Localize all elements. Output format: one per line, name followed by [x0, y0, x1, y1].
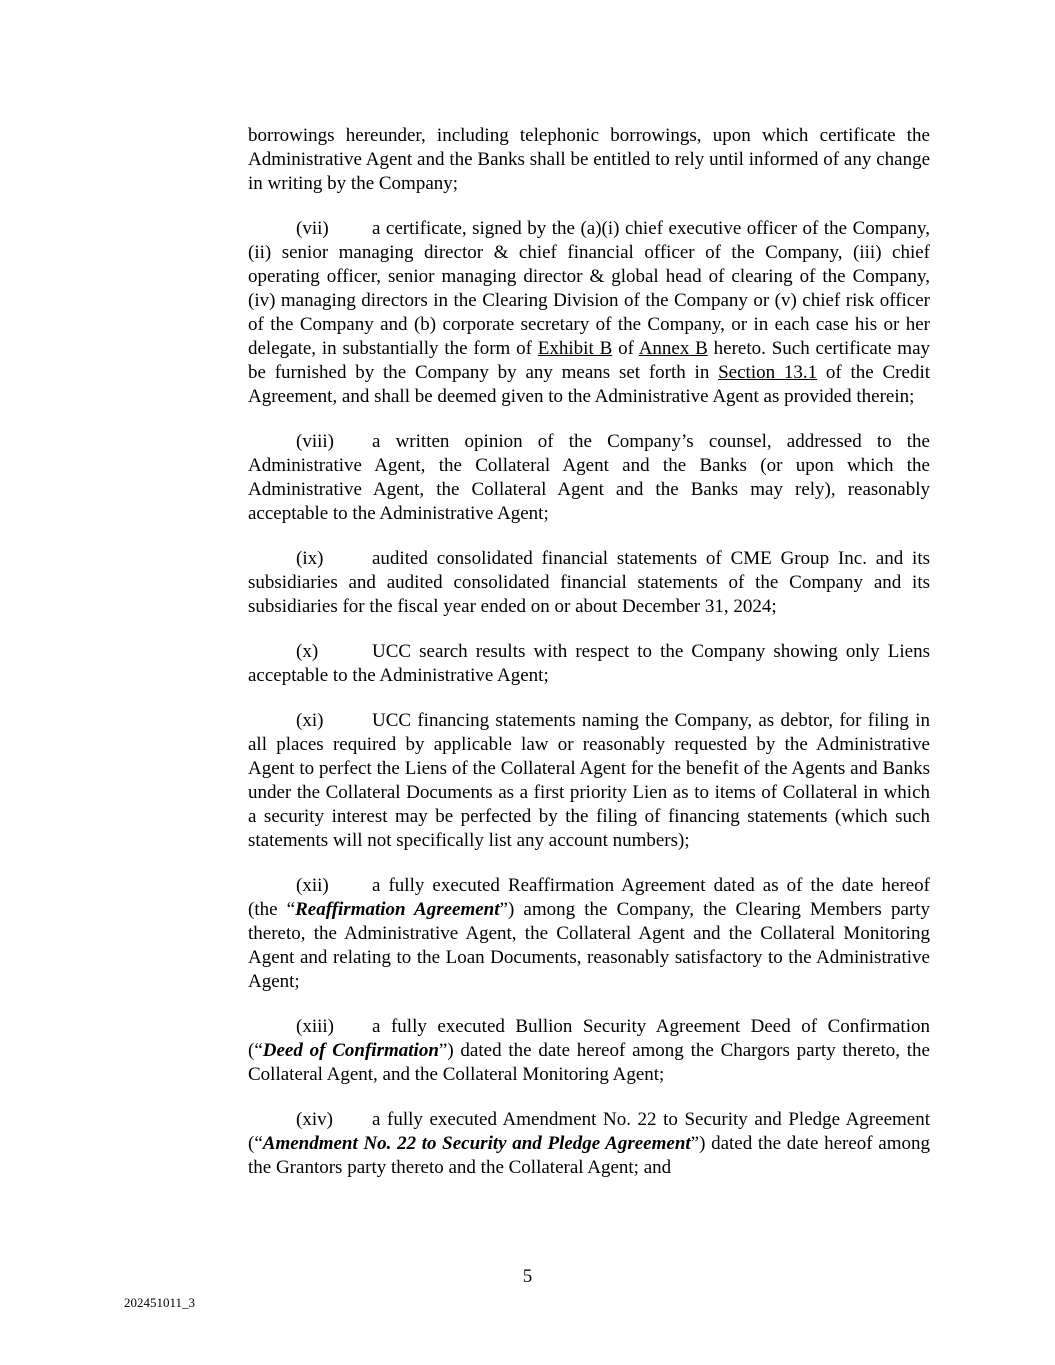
- item-number: (xiv): [296, 1109, 333, 1130]
- item-number: (xi): [296, 710, 324, 731]
- document-id: 202451011_3: [124, 1295, 196, 1310]
- item-number: (x): [296, 641, 319, 662]
- list-item-xii: (xii) a fully executed Reaffirmation Agreement dated as of the date hereof (the “Reaffirmation Agreement”) among the Company, the Clearing Members party thereto, the Administrative Agent, the Collateral Agent and the Collateral Monitoring Agent and relating to the Loan Documents, reasonably satisfactory to the Administrative Agent;: [248, 875, 930, 992]
- annex-b-reference: Annex B: [638, 338, 708, 359]
- list-item-xi: (xi) UCC financing statements naming the Company, as debtor, for filing in all places required by applicable law or reasonably requested by the Administrative Agent to perfect the Liens of the Collateral Agent for the benefit of the Agents and Banks under the Collateral Documents as a first priority Lien as to items of Collateral in which a security interest may be perfected by the filing of financing statements (which such statements will not specifically list any account numbers);: [248, 710, 930, 851]
- list-item-vii: (vii) a certificate, signed by the (a)(i) chief executive officer of the Company, (ii) senior managing director & chief financial officer of the Company, (iii) chief operating officer, senior managing director & global head of clearing of the Company, (iv) managing directors in the Clearing Division of the Company or (v) chief risk officer of the Company and (b) corporate secretary of the Company, or in each case his or her delegate, in substantially the form of Exhibit B of Annex B hereto. Such certificate may be furnished by the Company by any means set forth in Section 13.1 of the Credit Agreement, and shall be deemed given to the Administrative Agent as provided therein;: [248, 218, 931, 407]
- item-number: (viii): [296, 431, 334, 452]
- section-reference: Section 13.1: [718, 362, 818, 383]
- item-number: (ix): [296, 548, 324, 569]
- item-number: (xiii): [296, 1016, 334, 1037]
- list-item-x: (x) UCC search results with respect to the Company showing only Liens acceptable to the Administrative Agent;: [248, 641, 930, 686]
- list-item-ix: (ix) audited consolidated financial statements of CME Group Inc. and its subsidiaries and audited consolidated financial statements of the Company and its subsidiaries for the fiscal year ended on or about December 31, 2024;: [248, 548, 930, 617]
- item-number: (vii): [296, 218, 329, 239]
- defined-term: Reaffirmation Agreement: [295, 899, 500, 920]
- defined-term: Amendment No. 22 to Security and Pledge Agreement: [262, 1133, 691, 1154]
- list-item-xiii: (xiii) a fully executed Bullion Security Agreement Deed of Confirmation (“Deed of Confirmation”) dated the date hereof among the Chargors party thereto, the Collateral Agent, and the Collateral Monitoring Agent;: [248, 1016, 930, 1085]
- document-body: [248, 124, 930, 1201]
- defined-term: Deed of Confirmation: [262, 1040, 439, 1061]
- exhibit-b-reference: Exhibit B: [537, 338, 613, 359]
- list-item-xiv: (xiv) a fully executed Amendment No. 22 to Security and Pledge Agreement (“Amendment No. 22 to Security and Pledge Agreement”) dated the date hereof among the Grantors party thereto and the Collateral Agent; and: [248, 1109, 930, 1178]
- page-number: 5: [522, 1266, 533, 1287]
- item-number: (xii): [296, 875, 329, 896]
- continued-paragraph: borrowings hereunder, including telephonic borrowings, upon which certificate the Administrative Agent and the Banks shall be entitled to rely until informed of any change in writing by the Company;: [248, 125, 930, 194]
- list-item-viii: (viii) a written opinion of the Company’s counsel, addressed to the Administrative Agent, the Collateral Agent and the Banks (or upon which the Administrative Agent, the Collateral Agent and the Banks may rely), reasonably acceptable to the Administrative Agent;: [248, 431, 930, 524]
